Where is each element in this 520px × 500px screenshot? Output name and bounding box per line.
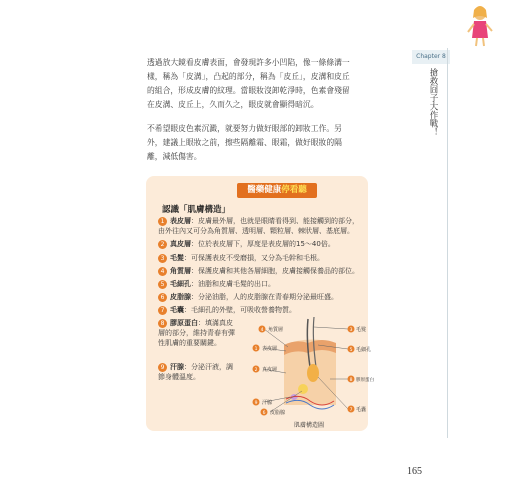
label-r8-text: 膠原蛋白 bbox=[356, 378, 374, 383]
label-l6 bbox=[261, 409, 286, 417]
label-l9-text: 汗腺 bbox=[262, 400, 273, 406]
label-r5 bbox=[348, 346, 372, 354]
label-l2 bbox=[253, 366, 278, 374]
item-sebaceous-gland bbox=[158, 292, 363, 302]
item-hair bbox=[158, 253, 363, 263]
follicle bbox=[307, 364, 319, 382]
label-r5-text: 毛細孔 bbox=[356, 347, 372, 353]
item-text: ：分泌油脂，人的皮脂腺在青春期分泌最旺盛。 bbox=[191, 293, 338, 301]
item-number: 2 bbox=[158, 240, 167, 249]
label-r7-num: 7 bbox=[349, 408, 353, 413]
section-heading: 認識「肌膚構造」 bbox=[162, 205, 231, 215]
item-title: 毛髮 bbox=[170, 254, 184, 262]
label-l4-num: 4 bbox=[260, 328, 264, 333]
item-text: ：皮膚最外層，也就是眼睛看得到、能接觸到的部分，由外往內又可分為角質層、透明層、顆粒層、棘狀層、基底層。 bbox=[158, 217, 359, 235]
paragraph-1: 透過放大鏡看皮膚表面，會發現許多小凹陷，像一條條溝一樣，稱為「皮溝」，凸起的部分，稱為「皮丘」，皮溝和皮丘的組合，形成皮膚的紋理。當眼妝沒卸乾淨時，色素會殘留在皮溝、皮丘上，久而久之，眼皮就會顯得暗沉。 bbox=[147, 58, 350, 109]
item-number: 9 bbox=[158, 363, 167, 372]
label-l9 bbox=[253, 399, 273, 407]
label-r8-num: 8 bbox=[349, 378, 353, 383]
label-r7 bbox=[348, 406, 367, 414]
item-title: 膠原蛋白 bbox=[170, 319, 198, 327]
item-collagen bbox=[158, 318, 238, 348]
skin-diagram bbox=[248, 313, 374, 431]
label-r3 bbox=[348, 326, 367, 334]
item-stratum-corneum bbox=[158, 266, 363, 276]
label-r8 bbox=[348, 376, 375, 384]
label-r3-text: 毛髮 bbox=[356, 327, 367, 333]
label-l1-num: 1 bbox=[254, 347, 258, 352]
item-dermis bbox=[158, 239, 363, 249]
item-number: 3 bbox=[158, 254, 167, 263]
label-r7-text: 毛囊 bbox=[356, 407, 367, 413]
item-number: 6 bbox=[158, 293, 167, 302]
item-title: 表皮層 bbox=[170, 217, 191, 225]
label-l6-text: 皮脂腺 bbox=[270, 410, 286, 416]
item-text: ：分泌汗液，調節身體溫度。 bbox=[158, 363, 233, 381]
item-number: 5 bbox=[158, 280, 167, 289]
item-title: 汗腺 bbox=[170, 363, 184, 371]
item-text: ：可保護表皮不受磨損，又分為毛幹和毛根。 bbox=[184, 254, 324, 262]
item-number: 7 bbox=[158, 306, 167, 315]
chapter-tag: Chapter 8 bbox=[412, 50, 450, 64]
paragraph-2: 不希望眼皮色素沉澱，就要努力做好眼部的卸妝工作。另外，建議上眼妝之前，擦些隔離霜、眼霜，做好眼妝的隔離，減低傷害。 bbox=[147, 124, 342, 161]
item-text: ：毛細孔的外壁，可吸收營養物質。 bbox=[184, 306, 296, 314]
item-title: 真皮層 bbox=[170, 240, 191, 248]
label-r3-num: 3 bbox=[349, 328, 353, 333]
label-l1 bbox=[253, 345, 278, 353]
item-text: ：油脂和皮膚毛髮的出口。 bbox=[191, 280, 275, 288]
item-text: ：保護皮膚和其他各層細胞，皮膚接觸保養品的部位。 bbox=[191, 267, 359, 275]
label-l2-num: 2 bbox=[254, 368, 258, 373]
item-title: 毛細孔 bbox=[170, 280, 191, 288]
label-r5-num: 5 bbox=[349, 348, 353, 353]
item-text: ：填滿真皮層的部分，維持青春有彈性肌膚的重要關鍵。 bbox=[158, 319, 235, 347]
item-number: 4 bbox=[158, 267, 167, 276]
item-title: 皮脂腺 bbox=[170, 293, 191, 301]
item-text: ：位於表皮層下，厚度是表皮層的15～40倍。 bbox=[191, 240, 335, 248]
item-title: 毛囊 bbox=[170, 306, 184, 314]
label-l4 bbox=[259, 326, 284, 334]
box-title-highlight: 停看聽 bbox=[281, 185, 307, 195]
item-number: 8 bbox=[158, 319, 167, 328]
label-l1-text: 表皮層 bbox=[262, 346, 278, 352]
item-number: 1 bbox=[158, 217, 167, 226]
label-l4-text: 角質層 bbox=[268, 327, 284, 333]
item-epidermis bbox=[158, 216, 363, 236]
chapter-title: 搶救囧子大作戰！ bbox=[428, 68, 438, 136]
item-sweat-gland bbox=[158, 362, 238, 382]
diagram-caption: 肌膚構造圖 bbox=[293, 422, 325, 429]
box-title-main: 醫藥健康 bbox=[247, 185, 282, 195]
page-number: 165 bbox=[407, 466, 422, 477]
label-l6-num: 6 bbox=[262, 411, 266, 416]
label-l2-text: 真皮層 bbox=[262, 367, 278, 373]
box-title bbox=[237, 183, 317, 198]
side-divider bbox=[447, 48, 448, 438]
item-title: 角質層 bbox=[170, 267, 191, 275]
label-l9-num: 9 bbox=[254, 401, 258, 406]
girl-illustration bbox=[444, 0, 520, 150]
item-pore bbox=[158, 279, 363, 289]
